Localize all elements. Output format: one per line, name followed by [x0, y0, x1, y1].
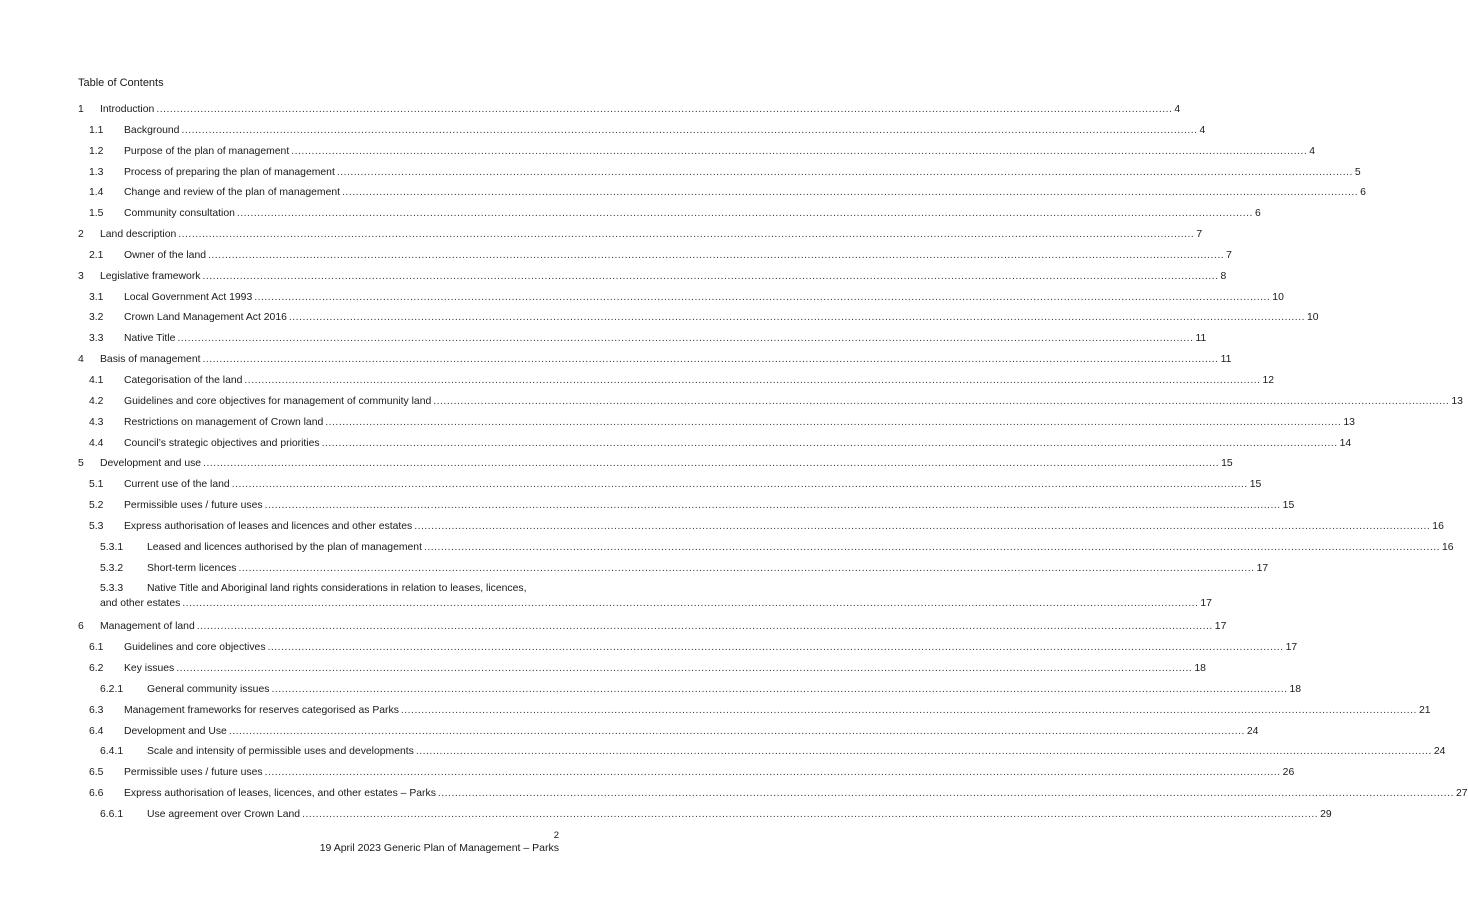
dot-leader: ............................................................................................................................................................................................................................................................................................................: [202, 270, 1219, 282]
toc-entry-page: 17: [1214, 621, 1227, 633]
toc-entry[interactable]: [78, 454, 1233, 475]
toc-entry-number: 6.5: [89, 767, 104, 779]
toc-entry-title: Council’s strategic objectives and priorities: [124, 437, 320, 449]
toc-entry-page: 5: [1354, 166, 1361, 178]
toc-entry-number: 4: [78, 354, 84, 366]
toc-entry[interactable]: [78, 121, 1206, 142]
toc-entry-number: 5.3: [89, 520, 104, 532]
toc-entry[interactable]: [78, 163, 1361, 184]
toc-entry-number: 4.1: [89, 374, 104, 386]
dot-leader: ............................................................................................................................................................................................................................................................................................................: [271, 683, 1288, 695]
toc-entry-page: 18: [1194, 663, 1206, 675]
toc-entry[interactable]: [78, 392, 1463, 413]
toc-entry-page: 17: [1256, 562, 1269, 574]
toc-entry[interactable]: [78, 805, 1332, 826]
toc-entry-title: Guidelines and core objectives for management of community land: [124, 395, 432, 407]
toc-entry-number: 3.2: [89, 312, 104, 324]
dot-leader: ............................................................................................................................................................................................................................................................................................................: [291, 145, 1308, 157]
toc-entry-number: 6.1: [89, 642, 104, 654]
dot-leader: ............................................................................................................................................................................................................................................................................................................: [202, 354, 1219, 366]
toc-entry-number: 3.1: [89, 291, 104, 303]
toc-entry-page: 27: [1455, 788, 1468, 800]
toc-entry-title: Basis of management: [100, 354, 201, 366]
toc-entry-page: 7: [1226, 249, 1232, 261]
dot-leader: ............................................................................................................................................................................................................................................................................................................: [203, 458, 1220, 470]
dot-leader: ............................................................................................................................................................................................................................................................................................................: [178, 229, 1195, 241]
toc-entry-page: 15: [1249, 479, 1262, 491]
toc-entry-title: Express authorisation of leases and licences and other estates: [124, 520, 413, 532]
dot-leader: ............................................................................................................................................................................................................................................................................................................: [264, 767, 1281, 779]
dot-leader: ............................................................................................................................................................................................................................................................................................................: [302, 809, 1319, 820]
toc-entry[interactable]: [78, 538, 1454, 559]
toc-entry-page: 4: [1199, 124, 1206, 136]
toc-entry[interactable]: [78, 100, 1181, 121]
dot-leader: ............................................................................................................................................................................................................................................................................................................: [342, 187, 1359, 199]
toc-entry-title: and other estates: [100, 598, 181, 610]
toc-entry-number: 5.3.3: [100, 583, 124, 595]
dot-leader: ............................................................................................................................................................................................................................................................................................................: [244, 374, 1261, 386]
toc-entry-number: 5: [78, 458, 84, 470]
toc-entry-title: Community consultation: [124, 208, 235, 220]
toc-entry-page: 29: [1320, 809, 1332, 820]
toc-entry-page: 16: [1442, 541, 1454, 553]
toc-entry-title-line1: Native Title and Aboriginal land rights considerations in relation to leases, licences,: [147, 583, 527, 595]
toc-entry-title: Legislative framework: [100, 270, 201, 282]
dot-leader: ............................................................................................................................................................................................................................................................................................................: [400, 704, 1417, 716]
toc-entry-number: 6.6.1: [100, 809, 124, 820]
dot-leader: ............................................................................................................................................................................................................................................................................................................: [423, 541, 1441, 553]
toc-entry[interactable]: [78, 308, 1319, 329]
toc-entry[interactable]: [78, 350, 1232, 371]
toc-entry[interactable]: [78, 559, 1269, 580]
toc-entry-number: 1.4: [89, 187, 104, 199]
toc-entry-title: Native Title: [124, 333, 176, 345]
toc-entry-number: 5.3.1: [100, 541, 124, 553]
toc-entry-title: Permissible uses / future uses: [124, 767, 263, 779]
toc-entry[interactable]: [78, 413, 1355, 434]
dot-leader: ............................................................................................................................................................................................................................................................................................................: [176, 663, 1193, 675]
toc-entry[interactable]: [78, 267, 1227, 288]
toc-entry-page: 17: [1285, 642, 1298, 654]
dot-leader: ............................................................................................................................................................................................................................................................................................................: [156, 104, 1173, 115]
toc-entry[interactable]: [78, 659, 1206, 680]
toc-entry-number: 1.2: [89, 145, 104, 157]
toc-entry-number: 4.4: [89, 437, 104, 449]
toc-entry-number: 1: [78, 104, 84, 115]
toc-entry[interactable]: [78, 246, 1232, 267]
toc-entry-title: Crown Land Management Act 2016: [124, 312, 287, 324]
toc-entry[interactable]: [78, 204, 1261, 225]
toc-entry[interactable]: [78, 722, 1259, 743]
dot-leader: ............................................................................................................................................................................................................................................................................................................: [177, 333, 1194, 345]
toc-entry-title: Process of preparing the plan of management: [124, 166, 335, 178]
dot-leader: ............................................................................................................................................................................................................................................................................................................: [336, 166, 1353, 178]
toc-entry[interactable]: [78, 371, 1275, 392]
toc-entry-title: Land description: [100, 229, 177, 241]
toc-entry-number: 6.3: [89, 704, 104, 716]
toc-entry[interactable]: [78, 680, 1302, 701]
toc-entry-number: 6.6: [89, 788, 104, 800]
toc-entry-page: 16: [1432, 520, 1444, 532]
toc-entry-number: 1.3: [89, 166, 104, 178]
toc-entry-title: Development and use: [100, 458, 202, 470]
toc-entry-page: 8: [1220, 270, 1227, 282]
toc-entry-number: 5.3.2: [100, 562, 124, 574]
dot-leader: ............................................................................................................................................................................................................................................................................................................: [196, 621, 1213, 633]
toc-entry-number: 4.2: [89, 395, 104, 407]
toc-entry-number: 3.3: [89, 333, 104, 345]
dot-leader: ............................................................................................................................................................................................................................................................................................................: [267, 642, 1284, 654]
toc-entry-page: 4: [1174, 104, 1181, 115]
dot-leader: ............................................................................................................................................................................................................................................................................................................: [236, 208, 1253, 220]
toc-heading: Table of Contents: [78, 77, 164, 89]
toc-entry[interactable]: [78, 496, 1295, 517]
toc-entry-page: 24: [1246, 725, 1259, 737]
toc-entry-number: 5.2: [89, 500, 104, 512]
toc-entry-page: 13: [1451, 395, 1463, 407]
toc-entry-page: 10: [1306, 312, 1319, 324]
toc-entry-title: Key issues: [124, 663, 175, 675]
page-number: 2: [553, 830, 559, 841]
toc-entry-title: Introduction: [100, 104, 155, 115]
toc-entry-title: General community issues: [147, 683, 270, 695]
toc-entry-page: 6: [1360, 187, 1366, 199]
toc-entry-number: 6.2.1: [100, 683, 124, 695]
toc-entry[interactable]: [78, 475, 1262, 496]
toc-entry-title: Local Government Act 1993: [124, 291, 253, 303]
toc-entry-number: 6: [78, 621, 84, 633]
toc-entry-title: Short-term licences: [147, 562, 237, 574]
toc-entry-number: 6.4: [89, 725, 104, 737]
toc-entry[interactable]: [78, 617, 1227, 638]
toc-entry-title: Leased and licences authorised by the plan of management: [147, 541, 422, 553]
toc-entry[interactable]: [78, 763, 1295, 784]
toc-entry[interactable]: [78, 579, 1212, 617]
dot-leader: ............................................................................................................................................................................................................................................................................................................: [254, 291, 1271, 303]
toc-entry-page: 21: [1418, 704, 1431, 716]
dot-leader: ............................................................................................................................................................................................................................................................................................................: [228, 725, 1245, 737]
toc-entry-title: Categorisation of the land: [124, 374, 243, 386]
toc-entry[interactable]: [78, 784, 1468, 805]
toc-entry-number: 2.1: [89, 249, 104, 261]
dot-leader: ............................................................................................................................................................................................................................................................................................................: [181, 124, 1198, 136]
toc-entry[interactable]: [78, 288, 1284, 309]
toc-entry-title: Change and review of the plan of management: [124, 187, 341, 199]
dot-leader: ............................................................................................................................................................................................................................................................................................................: [414, 520, 1431, 532]
toc-entry-page: 7: [1196, 229, 1203, 241]
toc-entry-title: Current use of the land: [124, 479, 230, 491]
toc-entry-title: Restrictions on management of Crown land: [124, 416, 324, 428]
toc-entry-number: 6.2: [89, 663, 104, 675]
toc-entry[interactable]: [78, 329, 1207, 350]
toc-entry-title: Management frameworks for reserves categorised as Parks: [124, 704, 399, 716]
toc-entry-number: 2: [78, 229, 84, 241]
toc-entry-page: 24: [1433, 746, 1446, 758]
toc-entry-page: 14: [1339, 437, 1352, 449]
toc-entry-page: 4: [1309, 145, 1316, 157]
toc-entry-title: Development and Use: [124, 725, 227, 737]
dot-leader: ............................................................................................................................................................................................................................................................................................................: [182, 598, 1199, 610]
dot-leader: ............................................................................................................................................................................................................................................................................................................: [325, 416, 1342, 428]
toc-entry-page: 13: [1343, 416, 1355, 428]
toc-entry-number: 4.3: [89, 416, 104, 428]
toc-entry-title: Scale and intensity of permissible uses and developments: [147, 746, 414, 758]
toc-entry-title: Guidelines and core objectives: [124, 642, 266, 654]
toc-entry[interactable]: [78, 434, 1352, 455]
toc-entry-page: 15: [1282, 500, 1295, 512]
toc-entry-page: 6: [1254, 208, 1261, 220]
toc-entry[interactable]: [78, 638, 1298, 659]
dot-leader: ............................................................................................................................................................................................................................................................................................................: [433, 395, 1450, 407]
toc-entry-title: Background: [124, 124, 180, 136]
toc-entry-number: 1.1: [89, 124, 104, 136]
toc-entry-number: 6.4.1: [100, 746, 124, 758]
toc-entry-page: 17: [1200, 598, 1212, 610]
toc-entry-page: 11: [1195, 333, 1207, 345]
dot-leader: ............................................................................................................................................................................................................................................................................................................: [238, 562, 1255, 574]
dot-leader: ............................................................................................................................................................................................................................................................................................................: [288, 312, 1305, 324]
dot-leader: ............................................................................................................................................................................................................................................................................................................: [264, 500, 1281, 512]
toc-entry-page: 12: [1262, 374, 1275, 386]
footer-text: 19 April 2023 Generic Plan of Management – Parks: [319, 842, 559, 854]
toc-entry-number: 3: [78, 270, 84, 282]
toc-entry-page: 11: [1220, 354, 1232, 366]
toc-entry-title: Management of land: [100, 621, 195, 633]
table-of-contents: [78, 100, 1468, 826]
toc-entry[interactable]: [78, 742, 1446, 763]
toc-entry[interactable]: [78, 183, 1366, 204]
dot-leader: ............................................................................................................................................................................................................................................................................................................: [231, 479, 1248, 491]
toc-entry-title: Owner of the land: [124, 249, 207, 261]
toc-entry-page: 15: [1221, 458, 1233, 470]
toc-entry-title: Express authorisation of leases, licences, and other estates – Parks: [124, 788, 436, 800]
dot-leader: ............................................................................................................................................................................................................................................................................................................: [415, 746, 1432, 758]
toc-entry-number: 1.5: [89, 208, 104, 220]
toc-entry[interactable]: [78, 225, 1203, 246]
dot-leader: ............................................................................................................................................................................................................................................................................................................: [437, 788, 1454, 800]
toc-entry-title: Use agreement over Crown Land: [147, 809, 301, 820]
toc-entry[interactable]: [78, 701, 1431, 722]
toc-entry-page: 26: [1282, 767, 1295, 779]
toc-entry-number: 5.1: [89, 479, 104, 491]
toc-entry[interactable]: [78, 142, 1316, 163]
toc-entry-page: 10: [1272, 291, 1284, 303]
toc-entry[interactable]: [78, 517, 1444, 538]
toc-entry-title: Permissible uses / future uses: [124, 500, 263, 512]
toc-entry-title: Purpose of the plan of management: [124, 145, 290, 157]
dot-leader: ............................................................................................................................................................................................................................................................................................................: [321, 437, 1338, 449]
toc-entry-page: 18: [1289, 683, 1302, 695]
dot-leader: ............................................................................................................................................................................................................................................................................................................: [208, 249, 1225, 261]
